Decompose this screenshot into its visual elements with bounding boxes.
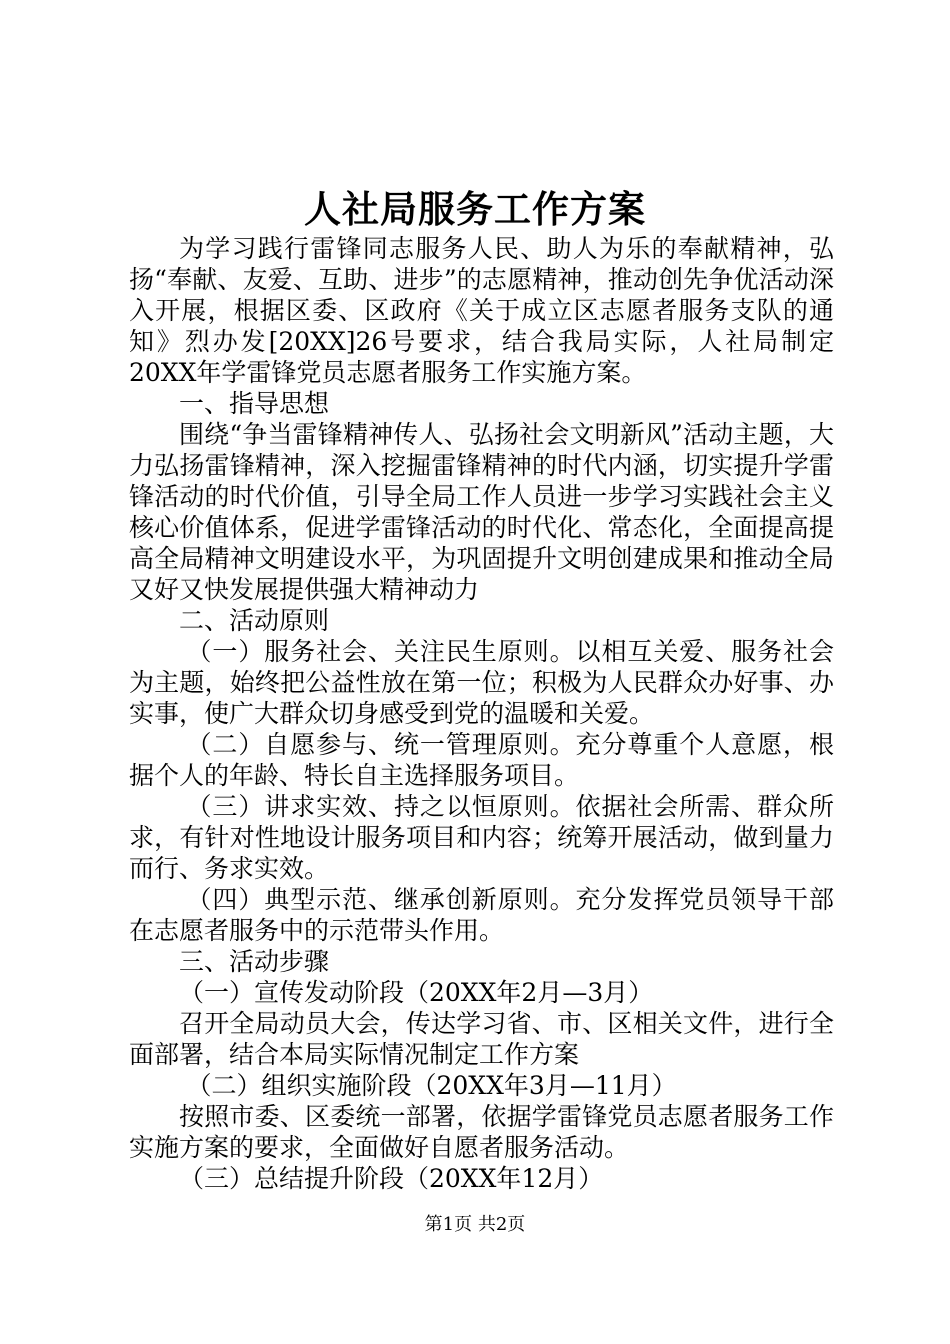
- principle-4-paragraph: （四）典型示范、继承创新原则。充分发挥党员领导干部在志愿者服务中的示范带头作用。: [129, 885, 834, 945]
- section-heading-guiding-ideology: 一、指导思想: [179, 389, 330, 418]
- principle-2-paragraph: （二）自愿参与、统一管理原则。充分尊重个人意愿，根据个人的年龄、特长自主选择服务项目。: [129, 730, 834, 790]
- step-1-heading: （一）宣传发动阶段（20XX年2月—3月）: [179, 978, 654, 1007]
- section-heading-steps: 三、活动步骤: [179, 947, 330, 976]
- document-body: [129, 233, 834, 1194]
- step-1-paragraph: 召开全局动员大会，传达学习省、市、区相关文件，进行全面部署，结合本局实际情况制定工作方案: [129, 1009, 834, 1069]
- intro-paragraph: 为学习践行雷锋同志服务人民、助人为乐的奉献精神，弘扬“奉献、友爱、互助、进步”的志愿精神，推动创先争优活动深入开展，根据区委、区政府《关于成立区志愿者服务支队的通知》烈办发[20XX]26号要求，结合我局实际，人社局制定20XX年学雷锋党员志愿者服务工作实施方案。: [129, 234, 834, 387]
- section-heading-principles: 二、活动原则: [179, 606, 330, 635]
- document-title: 人社局服务工作方案: [304, 187, 646, 231]
- guiding-ideology-paragraph: 围绕“争当雷锋精神传人、弘扬社会文明新风”活动主题，大力弘扬雷锋精神，深入挖掘雷锋精神的时代内涵，切实提升学雷锋活动的时代价值，引导全局工作人员进一步学习实践社会主义核心价值体系，促进学雷锋活动的时代化、常态化，全面提高提高全局精神文明建设水平，为巩固提升文明创建成果和推动全局又好又快发展提供强大精神动力: [129, 420, 834, 604]
- step-3-heading: （三）总结提升阶段（20XX年12月）: [179, 1164, 604, 1193]
- principle-1-paragraph: （一）服务社会、关注民生原则。以相互关爱、服务社会为主题，始终把公益性放在第一位；积极为人民群众办好事、办实事，使广大群众切身感受到党的温暖和关爱。: [129, 637, 834, 728]
- step-2-paragraph: 按照市委、区委统一部署，依据学雷锋党员志愿者服务工作实施方案的要求，全面做好自愿者服务活动。: [129, 1102, 834, 1162]
- step-2-heading: （二）组织实施阶段（20XX年3月—11月）: [186, 1071, 677, 1100]
- principle-3-paragraph: （三）讲求实效、持之以恒原则。依据社会所需、群众所求，有针对性地设计服务项目和内容；统筹开展活动，做到量力而行、务求实效。: [129, 792, 834, 883]
- page-footer: 第1页 共2页: [424, 1214, 526, 1235]
